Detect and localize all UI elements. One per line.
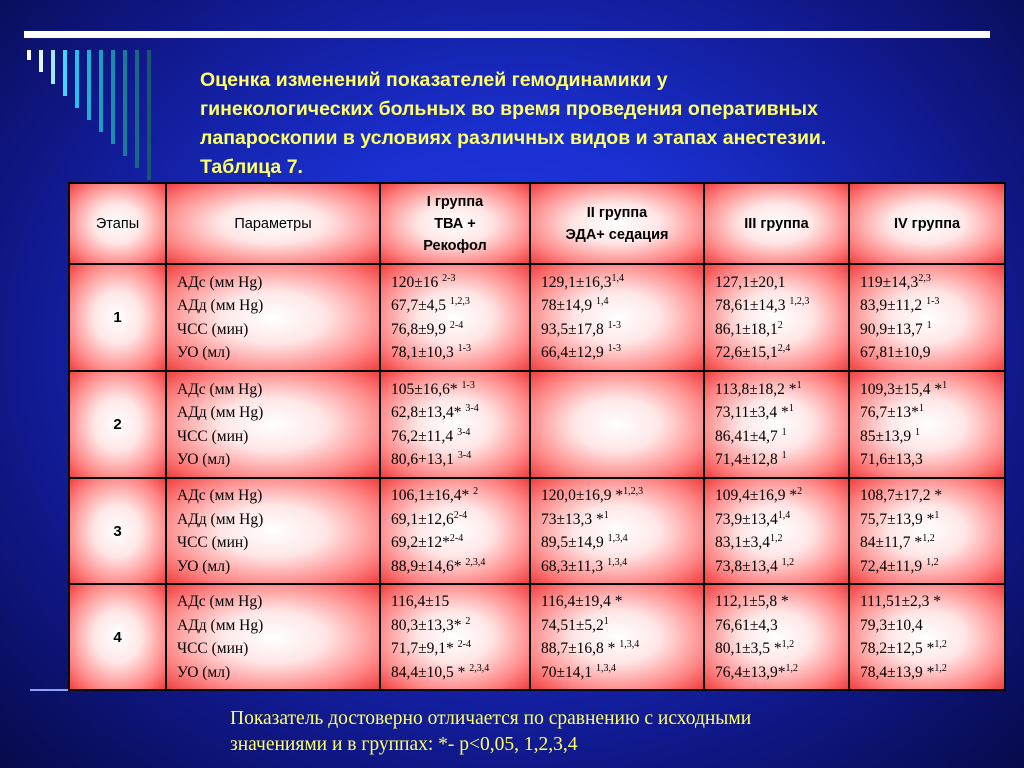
- significance-marker: 3-4: [457, 426, 471, 438]
- value-text: 70±14,1: [541, 663, 597, 681]
- decor-bar: [147, 50, 151, 180]
- header-line: II группа: [586, 204, 648, 221]
- value-text: 93,5±17,8: [541, 320, 608, 338]
- significance-marker: 2-4: [457, 639, 471, 650]
- decor-bar: [123, 50, 127, 156]
- value-line: [715, 378, 838, 402]
- value-text: 80,6+13,1: [391, 451, 458, 468]
- value-line: [715, 590, 838, 614]
- decor-bar: [63, 50, 67, 96]
- value-text: 90,9±13,7: [860, 320, 927, 338]
- value-text: 89,5±14,9: [541, 534, 608, 551]
- title-line: гинекологических больных во время проведения оперативных: [200, 98, 818, 120]
- footnote: [230, 706, 1010, 758]
- value-line: [391, 484, 519, 508]
- significance-marker: 2: [465, 615, 471, 627]
- value-line: [860, 425, 994, 449]
- value-line: [541, 661, 693, 685]
- value-text: 88,9±14,6*: [391, 557, 466, 575]
- value-text: 73,11±3,4 *: [715, 404, 789, 421]
- significance-marker: 2-4: [453, 509, 468, 521]
- value-line: [715, 637, 838, 661]
- value-line: [541, 341, 693, 365]
- value-text: 76,7±13*: [860, 404, 919, 421]
- value-line: [715, 508, 838, 532]
- value-line: [391, 401, 519, 425]
- value-cell-g4: [849, 264, 1005, 371]
- value-line: [391, 508, 519, 532]
- significance-marker: 1,3,4: [607, 533, 628, 544]
- value-cell-g2: [530, 478, 704, 584]
- significance-marker: 1: [915, 426, 921, 438]
- value-line: [860, 341, 994, 365]
- significance-marker: 1: [934, 509, 940, 521]
- value-line: [715, 448, 838, 472]
- decor-bar: [87, 50, 91, 120]
- value-line: [860, 590, 994, 614]
- significance-marker: 1: [781, 450, 787, 461]
- value-text: 86,41±4,7: [715, 427, 782, 445]
- value-line: [541, 318, 693, 342]
- value-cell-g2: [530, 371, 704, 478]
- value-cell-g2: [530, 264, 704, 371]
- significance-marker: 1: [788, 403, 794, 414]
- table-row: [69, 584, 1005, 690]
- value-text: 78,2±12,5 *: [860, 640, 935, 657]
- significance-marker: 1,2: [934, 662, 947, 674]
- value-line: [860, 401, 994, 425]
- significance-marker: 2,3: [918, 272, 931, 284]
- value-text: 120,0±16,9 *: [541, 487, 624, 504]
- value-text: 116,4±19,4 *: [541, 593, 623, 610]
- value-text: 73±13,3 *: [541, 510, 604, 528]
- significance-marker: 1,2,3: [449, 296, 470, 307]
- significance-marker: 2: [473, 486, 479, 497]
- header-group-2: [530, 183, 704, 264]
- significance-marker: 1-3: [607, 319, 621, 331]
- value-line: [391, 555, 519, 579]
- value-line: [860, 637, 994, 661]
- significance-marker: 3-4: [457, 450, 472, 461]
- value-line: [391, 378, 519, 402]
- significance-marker: 1,4: [611, 272, 625, 284]
- significance-marker: 1,2: [785, 662, 799, 674]
- header-stage: Этапы: [69, 183, 166, 264]
- value-text: 71,4±12,8: [715, 451, 782, 468]
- footnote-line: Показатель достоверно отличается по сравнению с исходными: [230, 708, 752, 729]
- value-line: [715, 294, 838, 318]
- decor-bar: [75, 50, 79, 108]
- value-line: [391, 425, 519, 449]
- value-text: 73,9±13,4: [715, 510, 778, 528]
- value-line: [541, 294, 693, 318]
- significance-marker: 1,2: [781, 556, 795, 568]
- hemodynamics-table: [68, 182, 1006, 691]
- value-line: [715, 614, 838, 638]
- value-text: 88,7±16,8 *: [541, 640, 620, 657]
- param-label: УО (мл): [177, 344, 231, 361]
- value-line: [860, 294, 994, 318]
- value-text: 84,4±10,5 *: [391, 663, 470, 681]
- decor-bar: [51, 50, 55, 84]
- value-cell-g1: [380, 371, 530, 478]
- value-line: [860, 661, 994, 685]
- slide-title: [200, 66, 980, 182]
- value-text: 71,6±13,3: [860, 451, 923, 468]
- param-label: АДд (мм Hg): [177, 616, 264, 634]
- stage-cell: 3: [69, 478, 166, 584]
- value-line: [860, 555, 994, 579]
- significance-marker: 1: [603, 509, 609, 521]
- value-text: 80,3±13,3*: [391, 616, 466, 634]
- param-label: ЧСС (мин): [177, 534, 249, 551]
- stage-cell: 2: [69, 371, 166, 478]
- title-line: лапароскопии в условиях различных видов и этапах анестезии.: [200, 127, 827, 149]
- value-text: 106,1±16,4*: [391, 487, 474, 504]
- value-text: 76,4±13,9*: [715, 663, 786, 681]
- significance-marker: 1,4: [777, 509, 791, 521]
- value-text: 67,7±4,5: [391, 297, 450, 314]
- value-cell-g3: [704, 264, 849, 371]
- footer-rule: [30, 689, 68, 691]
- value-line: [541, 614, 693, 638]
- value-line: [860, 508, 994, 532]
- significance-marker: 1-3: [607, 343, 621, 354]
- param-label: ЧСС (мин): [177, 427, 249, 445]
- value-text: 80,1±3,5 *: [715, 640, 782, 657]
- table-body: [69, 264, 1005, 690]
- value-text: 83,9±11,2: [860, 297, 927, 314]
- header-line: I группа: [426, 193, 484, 210]
- value-cell-g1: [380, 264, 530, 371]
- table-row: [69, 264, 1005, 371]
- params-cell: [166, 478, 380, 584]
- value-line: [860, 271, 994, 295]
- params-cell: [166, 371, 380, 478]
- value-cell-g3: [704, 478, 849, 584]
- header-group-3: [704, 183, 849, 264]
- significance-marker: 1,3,4: [607, 556, 628, 568]
- stage-cell: 1: [69, 264, 166, 371]
- value-text: 78±14,9: [541, 297, 597, 314]
- value-line: [391, 637, 519, 661]
- param-label: АДд (мм Hg): [177, 297, 264, 314]
- significance-marker: 1-3: [926, 296, 940, 307]
- value-cell-g3: [704, 371, 849, 478]
- value-text: 76,8±9,9: [391, 320, 450, 338]
- value-text: 78,1±10,3: [391, 344, 458, 361]
- params-cell: [166, 264, 380, 371]
- value-line: [391, 661, 519, 685]
- value-line: [860, 318, 994, 342]
- value-line: [715, 271, 838, 295]
- value-line: [541, 484, 693, 508]
- value-text: 83,1±3,4: [715, 534, 771, 551]
- decor-bar: [111, 50, 115, 144]
- value-text: 73,8±13,4: [715, 557, 782, 575]
- value-text: 76,61±4,3: [715, 616, 778, 634]
- significance-marker: 1,2: [770, 533, 783, 544]
- significance-marker: 2-4: [449, 319, 464, 331]
- value-line: [860, 484, 994, 508]
- value-text: 75,7±13,9 *: [860, 510, 935, 528]
- header-group-1: [380, 183, 530, 264]
- header-line: Рекофол: [423, 237, 487, 254]
- param-label: АДс (мм Hg): [177, 487, 263, 504]
- significance-marker: 1,2,3: [789, 296, 810, 307]
- value-text: 120±16: [391, 273, 443, 291]
- significance-marker: 1,4: [596, 296, 609, 307]
- value-text: 68,3±11,3: [541, 557, 608, 575]
- value-text: 116,4±15: [391, 593, 450, 610]
- value-text: 62,8±13,4*: [391, 404, 466, 421]
- significance-marker: 1: [926, 319, 932, 331]
- significance-marker: 1,2: [934, 639, 947, 650]
- significance-marker: 2,3,4: [465, 556, 486, 568]
- significance-marker: 2-3: [442, 272, 456, 284]
- header-line: ЭДА+ седация: [565, 226, 669, 243]
- value-text: 84±11,7 *: [860, 534, 923, 551]
- header-params: Параметры: [166, 183, 380, 264]
- value-text: 108,7±17,2 *: [860, 487, 943, 504]
- value-line: [541, 555, 693, 579]
- significance-marker: 1,2: [922, 533, 935, 544]
- value-text: 113,8±18,2 *: [715, 380, 797, 398]
- significance-marker: 1: [918, 403, 924, 414]
- value-line: [391, 614, 519, 638]
- significance-marker: 1: [942, 379, 948, 391]
- value-cell-g3: [704, 584, 849, 690]
- param-label: УО (мл): [177, 451, 231, 468]
- value-line: [541, 531, 693, 555]
- value-line: [391, 318, 519, 342]
- value-text: 112,1±5,8 *: [715, 593, 789, 610]
- value-cell-g4: [849, 584, 1005, 690]
- param-label: АДс (мм Hg): [177, 593, 263, 610]
- value-line: [715, 555, 838, 579]
- value-line: [715, 425, 838, 449]
- significance-marker: 1,2: [926, 556, 939, 568]
- significance-marker: 1-3: [457, 343, 471, 354]
- value-line: [860, 378, 994, 402]
- decor-bar: [99, 50, 103, 132]
- value-text: 66,4±12,9: [541, 344, 608, 361]
- value-line: [715, 401, 838, 425]
- table-row: [69, 371, 1005, 478]
- value-line: [391, 341, 519, 365]
- value-text: 111,51±2,3 *: [860, 593, 941, 610]
- value-text: 78,61±14,3: [715, 297, 790, 314]
- table-row: [69, 478, 1005, 584]
- params-cell: [166, 584, 380, 690]
- significance-marker: 1: [603, 615, 609, 627]
- value-cell-g4: [849, 371, 1005, 478]
- header-line: ТВА +: [434, 215, 476, 232]
- param-label: АДд (мм Hg): [177, 404, 264, 421]
- value-line: [715, 484, 838, 508]
- value-line: [391, 531, 519, 555]
- value-text: 127,1±20,1: [715, 273, 786, 291]
- decor-bar: [39, 50, 43, 72]
- significance-marker: 1-3: [461, 379, 475, 391]
- value-line: [541, 637, 693, 661]
- value-text: 85±13,9: [860, 427, 916, 445]
- value-text: 105±16,6*: [391, 380, 462, 398]
- value-text: 109,3±15,4 *: [860, 380, 943, 398]
- param-label: ЧСС (мин): [177, 320, 249, 338]
- value-cell-g1: [380, 478, 530, 584]
- header-row: [69, 183, 1005, 264]
- header-group-4: [849, 183, 1005, 264]
- significance-marker: 2,4: [777, 343, 791, 354]
- value-line: [541, 508, 693, 532]
- value-line: [860, 614, 994, 638]
- significance-marker: 1: [781, 426, 787, 438]
- value-text: 74,51±5,2: [541, 616, 604, 634]
- param-label: УО (мл): [177, 557, 231, 575]
- value-line: [715, 341, 838, 365]
- significance-marker: 1,2,3: [623, 486, 644, 497]
- significance-marker: 1,3,4: [596, 662, 617, 674]
- decor-bar: [135, 50, 139, 168]
- value-line: [860, 448, 994, 472]
- value-text: 109,4±16,9 *: [715, 487, 798, 504]
- value-line: [541, 590, 693, 614]
- significance-marker: 1: [796, 379, 802, 391]
- value-text: 67,81±10,9: [860, 344, 931, 361]
- value-cell-g1: [380, 584, 530, 690]
- footnote-line: значениями и в группах: *- р<0,05, 1,2,3,4: [230, 734, 578, 755]
- value-line: [391, 271, 519, 295]
- significance-marker: 2,3,4: [469, 662, 490, 674]
- value-line: [391, 590, 519, 614]
- value-line: [715, 661, 838, 685]
- title-line: Таблица 7.: [200, 156, 303, 178]
- value-line: [391, 294, 519, 318]
- value-text: 76,2±11,4: [391, 427, 458, 445]
- value-text: 71,7±9,1*: [391, 640, 458, 657]
- value-text: 72,6±15,1: [715, 344, 778, 361]
- value-text: 86,1±18,1: [715, 320, 778, 338]
- value-text: 72,4±11,9: [860, 557, 927, 575]
- param-label: УО (мл): [177, 663, 231, 681]
- value-text: 69,1±12,6: [391, 510, 454, 528]
- value-text: 129,1±16,3: [541, 273, 612, 291]
- significance-marker: 2-4: [449, 533, 464, 544]
- value-line: [715, 531, 838, 555]
- value-text: 69,2±12*: [391, 534, 450, 551]
- value-cell-g4: [849, 478, 1005, 584]
- top-rule: [24, 31, 990, 38]
- significance-marker: 1,2: [781, 639, 795, 650]
- param-label: АДс (мм Hg): [177, 273, 263, 291]
- value-line: [541, 271, 693, 295]
- significance-marker: 1,3,4: [619, 639, 640, 650]
- stage-cell: 4: [69, 584, 166, 690]
- value-line: [391, 448, 519, 472]
- value-text: 78,4±13,9 *: [860, 663, 935, 681]
- header-line: IV группа: [893, 215, 961, 232]
- value-text: 119±14,3: [860, 273, 919, 291]
- value-text: 79,3±10,4: [860, 616, 923, 634]
- param-label: ЧСС (мин): [177, 640, 249, 657]
- value-cell-g2: [530, 584, 704, 690]
- value-line: [715, 318, 838, 342]
- title-line: Оценка изменений показателей гемодинамики у: [200, 69, 668, 91]
- significance-marker: 2: [777, 319, 783, 331]
- significance-marker: 2: [797, 486, 803, 497]
- value-line: [860, 531, 994, 555]
- header-line: III группа: [744, 215, 809, 232]
- param-label: АДс (мм Hg): [177, 380, 263, 398]
- decor-bar: [27, 50, 31, 60]
- significance-marker: 3-4: [465, 403, 479, 414]
- param-label: АДд (мм Hg): [177, 510, 264, 528]
